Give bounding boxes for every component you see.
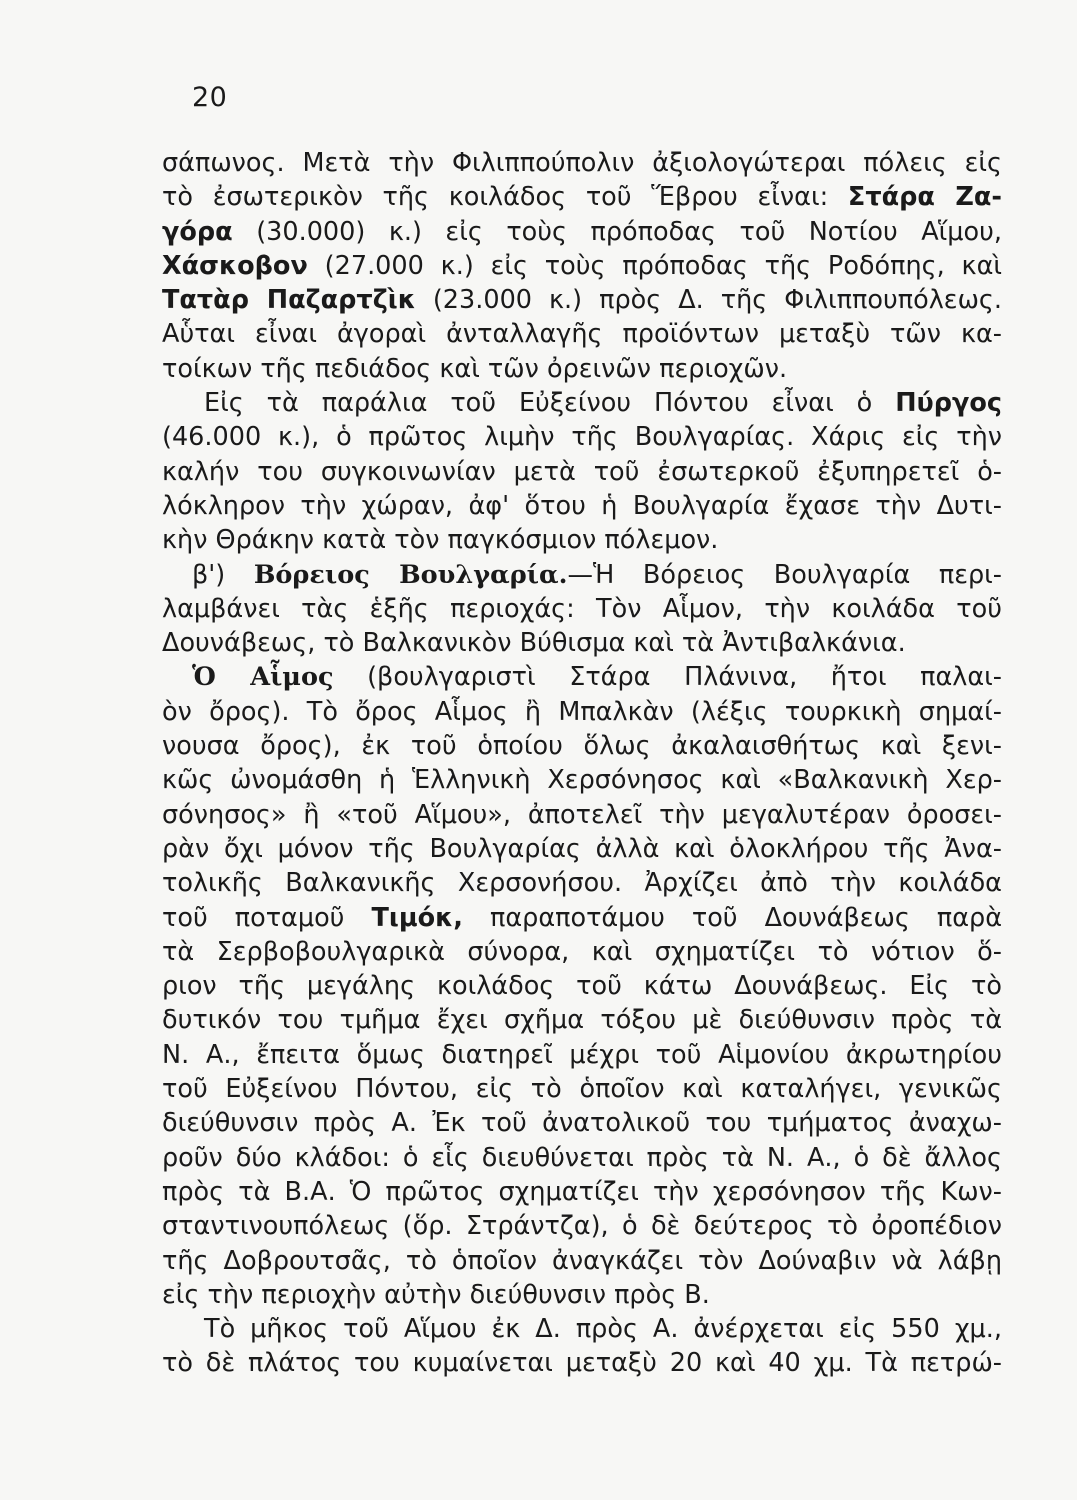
text-line: Τὸ μῆκος τοῦ Αἵμου ἐκ Δ. πρὸς Α. ἀνέρχεται εἰς 550 χμ., [204, 1314, 1002, 1345]
text-line: τοῦ ποταμοῦ Τιμόκ, παραποτάμου τοῦ Δουνάβεως παρὰ [162, 902, 1003, 933]
subheading: Ὁ Αἷμος [192, 662, 334, 693]
text-line: εἰς τὴν περιοχὴν αὐτὴν διεύθυνσιν πρὸς Β. [162, 1279, 710, 1310]
text-line: καλήν του συγκοινωνίαν μετὰ τοῦ ἐσωτερκοῦ ἐξυπηρετεῖ ὁ- [162, 456, 1002, 487]
text-line: ροῦν δύο κλάδοι: ὁ εἷς διευθύνεται πρὸς τὰ Ν. Α., ὁ δὲ ἄλλος [162, 1142, 1002, 1173]
text-line: διεύθυνσιν πρὸς Α. Ἐκ τοῦ ἀνατολικοῦ του τμήματος ἀναχω- [162, 1108, 1002, 1139]
place-name-bold: Στάρα Ζα- [847, 182, 1003, 213]
place-name-bold: Τιμόκ, [371, 902, 463, 933]
body-text [162, 146, 1002, 1381]
text-line: τοῦ Εὐξείνου Πόντου, εἰς τὸ ὁποῖον καὶ καταλήγει, γενικῶς [162, 1074, 1002, 1105]
page-number: 20 [192, 82, 228, 113]
place-name-bold: Πύργος [895, 388, 1003, 419]
text-line: σόνησος» ἢ «τοῦ Αἵμου», ἀποτελεῖ τὴν μεγαλυτέραν ὀροσει- [162, 799, 1002, 830]
text-line: Ν. Α., ἔπειτα ὅμως διατηρεῖ μέχρι τοῦ Αἱμονίου ἀκρωτηρίου [162, 1039, 1002, 1070]
text-line: ριον τῆς μεγάλης κοιλάδος τοῦ κάτω Δουνάβεως. Εἰς τὸ [162, 971, 1002, 1002]
text-line: τὸ ἐσωτερικὸν τῆς κοιλάδος τοῦ Ἕβρου εἶναι: Στάρα Ζα- [162, 182, 1003, 213]
text-line: (46.000 κ.), ὁ πρῶτος λιμὴν τῆς Βουλγαρίας. Χάρις εἰς τὴν [162, 422, 1002, 453]
text-line: τοίκων τῆς πεδιάδος καὶ τῶν ὀρεινῶν περιοχῶν. [162, 353, 788, 384]
text-line: σάπωνος. Μετὰ τὴν Φιλιππούπολιν ἀξιολογώτεραι πόλεις εἰς [162, 148, 1002, 178]
section-heading-line: β') Βόρειος Βουλγαρία.—Ἡ Βόρειος Βουλγαρία περι- [192, 559, 1003, 590]
text-line: τὸ δὲ πλάτος του κυμαίνεται μεταξὺ 20 καὶ 40 χμ. Τὰ πετρώ- [162, 1348, 1002, 1379]
text-line: κὴν Θράκην κατὰ τὸν παγκόσμιον πόλεμον. [162, 525, 719, 556]
text-line: σταντινουπόλεως (ὅρ. Στράντζα), ὁ δὲ δεύτερος τὸ ὀροπέδιον [162, 1211, 1002, 1242]
place-name-bold: Χάσκοβον [162, 250, 308, 281]
text-line: Ὁ Αἷμος (βουλγαριστὶ Στάρα Πλάνινα, ἤτοι παλαι- [192, 662, 1002, 693]
text-line: δυτικόν του τμῆμα ἔχει σχῆμα τόξου μὲ διεύθυνσιν πρὸς τὰ [162, 1005, 1002, 1036]
text-line: λαμβάνει τὰς ἑξῆς περιοχάς: Τὸν Αἷμον, τὴν κοιλάδα τοῦ [162, 593, 1002, 624]
text-line: Δουνάβεως, τὸ Βαλκανικὸν Βύθισμα καὶ τὰ Ἀντιβαλκάνια. [162, 628, 906, 659]
text-line: ρὰν ὄχι μόνον τῆς Βουλγαρίας ἀλλὰ καὶ ὁλοκλήρου τῆς Ἀνα- [162, 833, 1002, 864]
text-line: Χάσκοβον (27.000 κ.) εἰς τοὺς πρόποδας τῆς Ροδόπης, καὶ [162, 250, 1003, 281]
text-line: ὸν ὄρος). Τὸ ὄρος Αἷμος ἢ Μπαλκὰν (λέξις τουρκικὴ σημαί- [162, 696, 1002, 727]
text-line: Τατὰρ Παζαρτζὶκ (23.000 κ.) πρὸς Δ. τῆς Φιλιππουπόλεως. [162, 285, 1002, 316]
section-heading: Βόρειος Βουλγαρία. [253, 559, 568, 590]
text-line: τῆς Δοβρουτσᾶς, τὸ ὁποῖον ἀναγκάζει τὸν Δούναβιν νὰ λάβῃ [162, 1245, 1002, 1276]
text-line: κῶς ὠνομάσθη ἡ Ἑλληνικὴ Χερσόνησος καὶ «Βαλκανικὴ Χερ- [162, 765, 1002, 796]
place-name-bold: γόρα [162, 216, 233, 247]
text-line: νουσα ὄρος), ἐκ τοῦ ὁποίου ὅλως ἀκαλαισθήτως καὶ ξενι- [162, 731, 1002, 762]
text-line: γόρα (30.000) κ.) εἰς τοὺς πρόποδας τοῦ Νοτίου Αἵμου, [162, 216, 1002, 247]
text-line: λόκληρον τὴν χώραν, ἀφ' ὅτου ἡ Βουλγαρία ἔχασε τὴν Δυτι- [162, 490, 1002, 521]
text-line: Εἰς τὰ παράλια τοῦ Εὐξείνου Πόντου εἶναι ὁ Πύργος [204, 388, 1003, 419]
text-line: τὰ Σερβοβουλγαρικὰ σύνορα, καὶ σχηματίζει τὸ νότιον ὅ- [162, 936, 1002, 967]
text-line: πρὸς τὰ Β.Α. Ὁ πρῶτος σχηματίζει τὴν χερσόνησον τῆς Κων- [162, 1176, 1002, 1207]
text-line: τολικῆς Βαλκανικῆς Χερσονήσου. Ἀρχίζει ἀπὸ τὴν κοιλάδα [162, 868, 1002, 899]
place-name-bold: Τατὰρ Παζαρτζὶκ [162, 285, 416, 316]
text-line: Αὗται εἶναι ἀγοραὶ ἀνταλλαγῆς προϊόντων μεταξὺ τῶν κα- [162, 319, 1002, 350]
